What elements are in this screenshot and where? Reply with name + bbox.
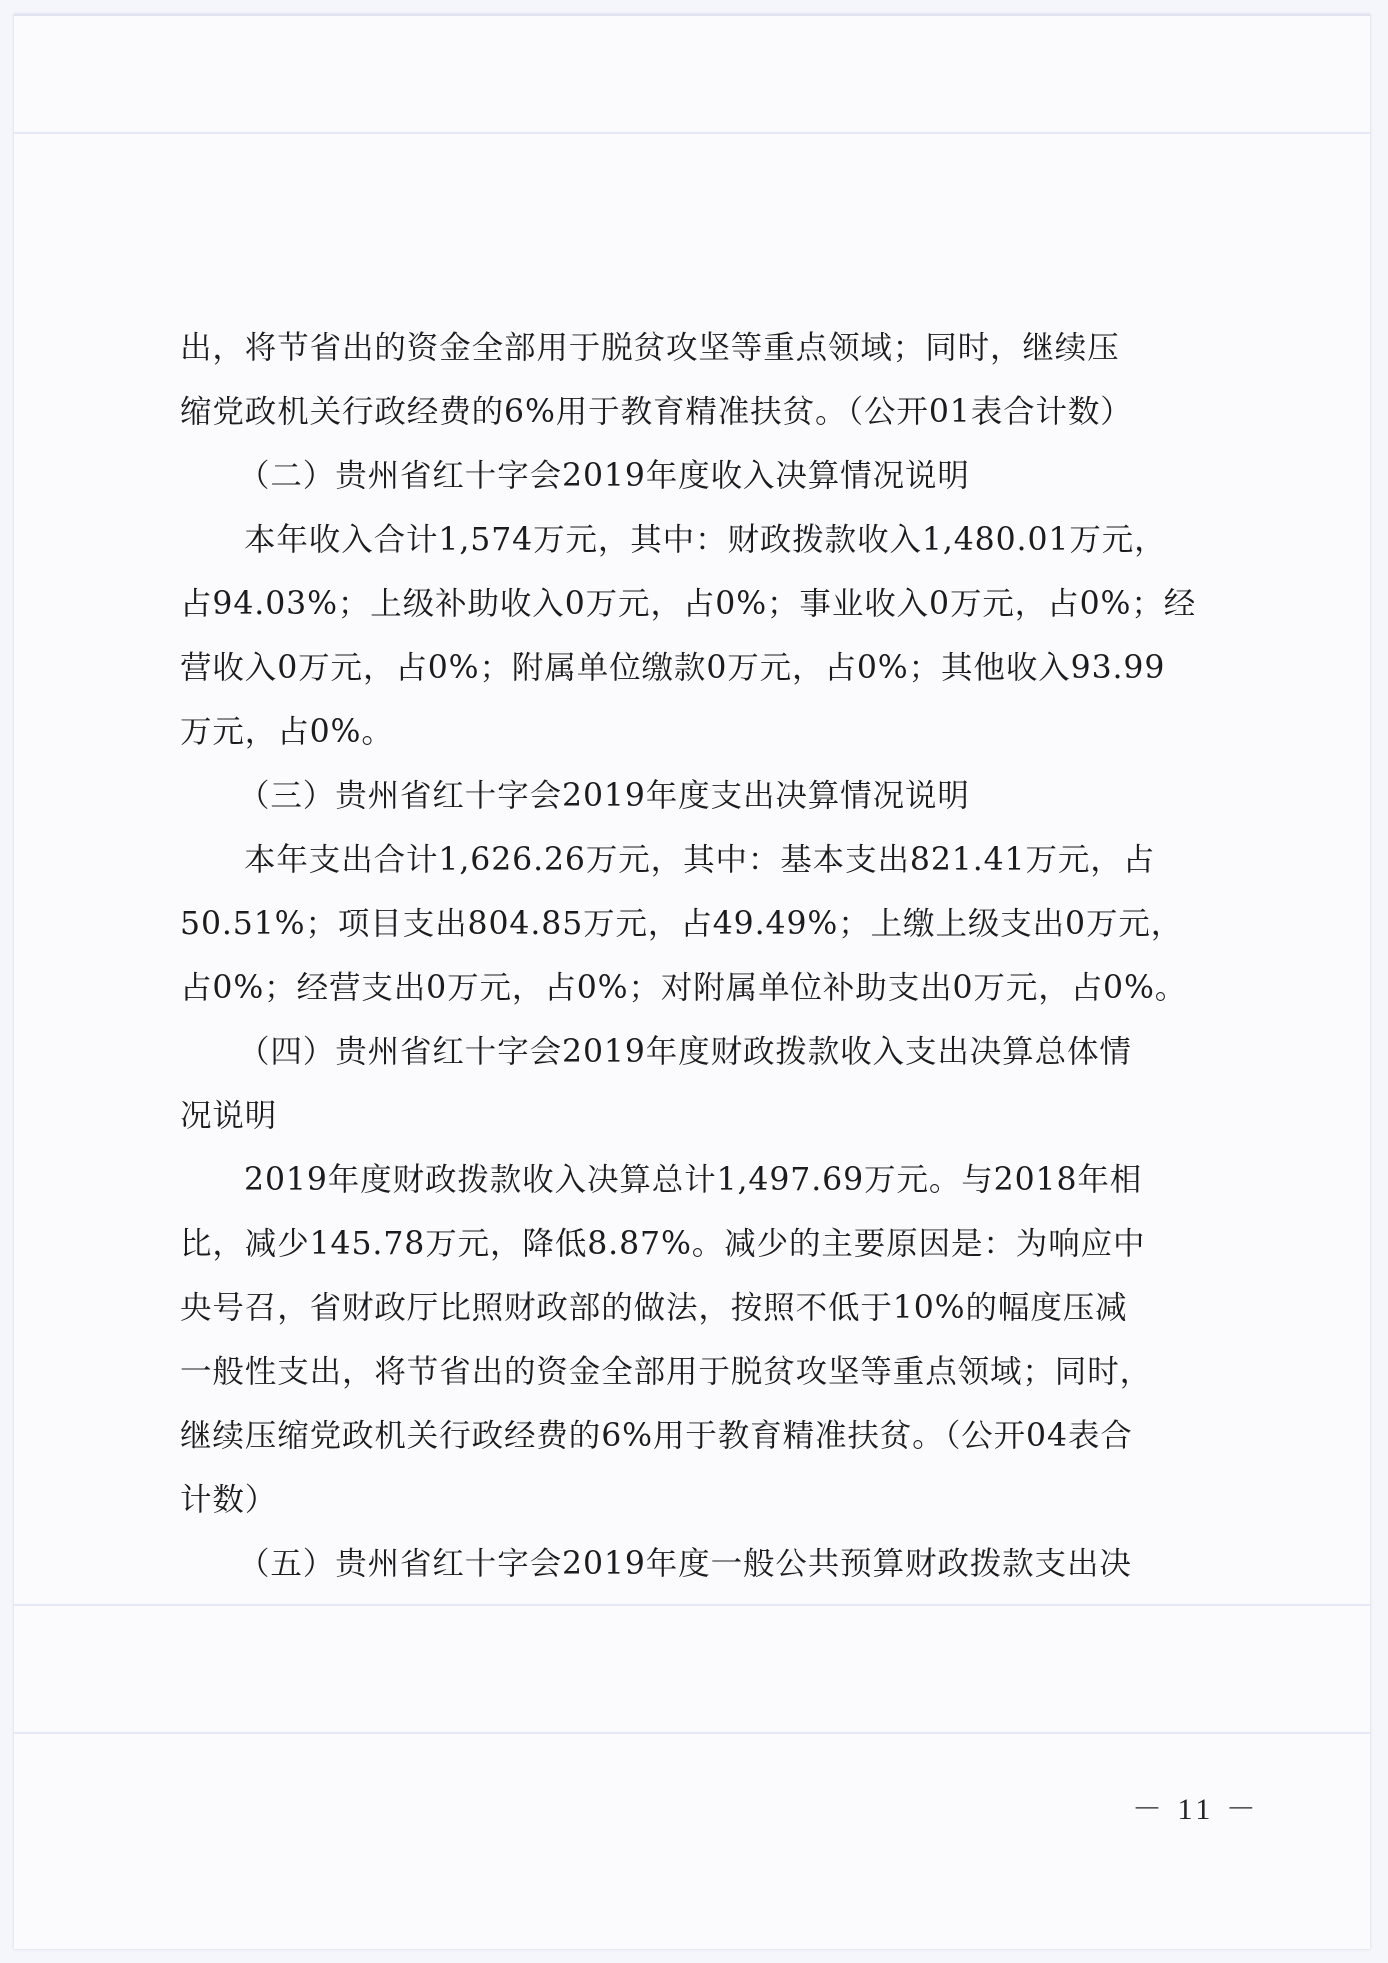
document-page [14,14,1370,1949]
text-line: 一般性支出，将节省出的资金全部用于脱贫攻坚等重点领域；同时， [180,1354,1153,1390]
scan-artifact-line [14,132,1370,134]
text-line: 计数） [180,1482,278,1518]
text-line: 本年收入合计1,574万元，其中：财政拨款收入1,480.01万元， [244,522,1167,558]
text-line: 占0%；经营支出0万元，占0%；对附属单位补助支出0万元，占0%。 [180,970,1188,1006]
text-line: 营收入0万元，占0%；附属单位缴款0万元，占0%；其他收入93.99 [180,650,1166,686]
section-heading-continued: 况说明 [180,1098,278,1134]
text-line: 本年支出合计1,626.26万元，其中：基本支出821.41万元，占 [244,842,1156,878]
scan-artifact-line [14,1604,1370,1606]
text-line: 央号召，省财政厅比照财政部的做法，按照不低于10%的幅度压减 [180,1290,1128,1326]
text-line: 比，减少145.78万元，降低8.87%。减少的主要原因是：为响应中 [180,1226,1146,1262]
text-line: 50.51%；项目支出804.85万元，占49.49%；上缴上级支出0万元， [180,906,1184,942]
scan-edge-top [14,14,1370,16]
section-heading: （五）贵州省红十字会2019年度一般公共预算财政拨款支出决 [238,1546,1132,1582]
text-line: 2019年度财政拨款收入决算总计1,497.69万元。与2018年相 [244,1162,1143,1198]
page-number: － 11 － [1132,1793,1260,1826]
text-line: 继续压缩党政机关行政经费的6%用于教育精准扶贫。（公开04表合 [180,1418,1133,1454]
text-line: 万元，占0%。 [180,714,394,750]
body-text [180,316,1248,1596]
section-heading: （三）贵州省红十字会2019年度支出决算情况说明 [238,778,970,814]
text-line: 出，将节省出的资金全部用于脱贫攻坚等重点领域；同时，继续压 [180,330,1120,366]
scan-artifact-line [14,1732,1370,1734]
text-line: 占94.03%；上级补助收入0万元，占0%；事业收入0万元，占0%；经 [180,586,1197,622]
text-line: 缩党政机关行政经费的6%用于教育精准扶贫。（公开01表合计数） [180,394,1133,430]
section-heading: （四）贵州省红十字会2019年度财政拨款收入支出决算总体情 [238,1034,1132,1070]
section-heading: （二）贵州省红十字会2019年度收入决算情况说明 [238,458,970,494]
